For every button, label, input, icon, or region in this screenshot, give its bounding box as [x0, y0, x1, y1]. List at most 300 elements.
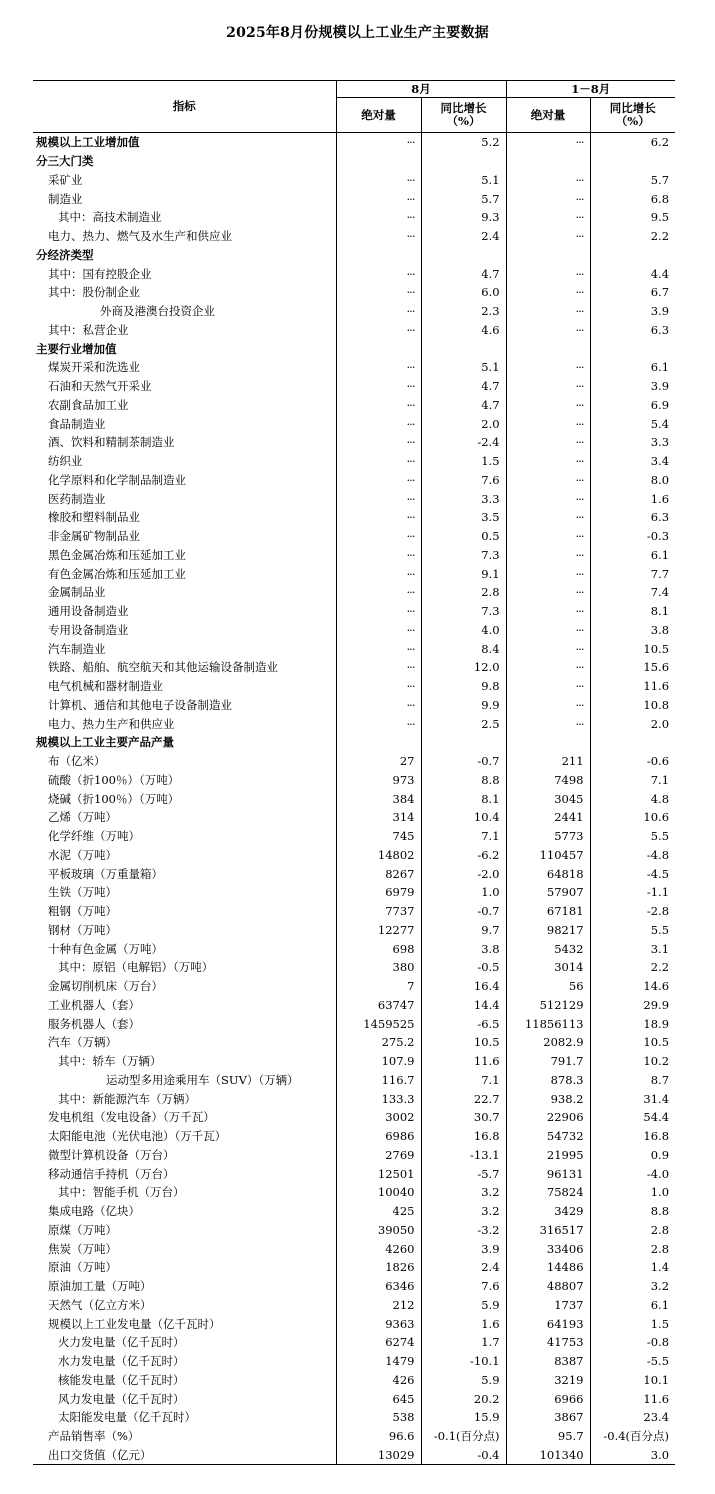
yoy-value-p1 — [421, 733, 506, 752]
abs-value-p1: ··· — [336, 189, 421, 208]
yoy-value-p1: 7.3 — [421, 546, 506, 565]
yoy-value-p1: 4.6 — [421, 321, 506, 340]
table-row — [33, 1052, 675, 1071]
yoy-value-p2: 15.6 — [590, 658, 675, 677]
yoy-value-p2: 0.9 — [590, 1146, 675, 1165]
abs-value-p2: 64818 — [506, 864, 590, 883]
table-row — [33, 1071, 675, 1090]
abs-value-p2: 57907 — [506, 883, 590, 902]
table-row — [33, 771, 675, 790]
abs-value-p2: ··· — [506, 471, 590, 490]
abs-value-p2: ··· — [506, 639, 590, 658]
yoy-value-p1: 1.5 — [421, 452, 506, 471]
abs-value-p1: ··· — [336, 639, 421, 658]
yoy-header-p2: 同比增长 （%） — [590, 98, 675, 133]
yoy-value-p2: 31.4 — [590, 1089, 675, 1108]
abs-value-p1: 107.9 — [336, 1052, 421, 1071]
abs-value-p1: ··· — [336, 583, 421, 602]
table-row — [33, 752, 675, 771]
table-row — [33, 1014, 675, 1033]
abs-value-p1: 6986 — [336, 1127, 421, 1146]
yoy-value-p2: 14.6 — [590, 977, 675, 996]
abs-value-p2: 878.3 — [506, 1071, 590, 1090]
row-indicator: 化学纤维（万吨） — [48, 829, 140, 844]
row-indicator: 工业机器人（套） — [48, 997, 140, 1012]
table-row — [33, 171, 675, 190]
abs-value-p1: 1479 — [336, 1352, 421, 1371]
table-row — [33, 1389, 675, 1408]
page-title: 2025年8月份规模以上工业生产主要数据 — [226, 25, 489, 41]
abs-value-p2: ··· — [506, 358, 590, 377]
abs-value-p1: ··· — [336, 564, 421, 583]
yoy-value-p1: 9.9 — [421, 696, 506, 715]
table-header — [33, 81, 675, 133]
yoy-value-p2: 6.2 — [590, 133, 675, 152]
row-indicator: 化学原料和化学制品制造业 — [48, 472, 186, 487]
yoy-value-p1: 9.1 — [421, 564, 506, 583]
yoy-value-p1: 0.5 — [421, 527, 506, 546]
row-indicator: 橡胶和塑料制品业 — [48, 510, 140, 525]
row-indicator: 集成电路（亿块） — [48, 1204, 140, 1219]
yoy-value-p1: 8.1 — [421, 789, 506, 808]
yoy-value-p2: 3.4 — [590, 452, 675, 471]
yoy-value-p2: 9.5 — [590, 208, 675, 227]
yoy-value-p2: 6.3 — [590, 508, 675, 527]
table-row — [33, 939, 675, 958]
abs-value-p2: ··· — [506, 133, 590, 152]
table-row — [33, 808, 675, 827]
table-row — [33, 433, 675, 452]
yoy-value-p1: 5.1 — [421, 358, 506, 377]
row-indicator: 电力、热力生产和供应业 — [48, 716, 175, 731]
abs-value-p1: ··· — [336, 133, 421, 152]
abs-value-p2: 95.7 — [506, 1427, 590, 1446]
abs-value-p2: 5773 — [506, 827, 590, 846]
yoy-value-p1: 8.4 — [421, 639, 506, 658]
table-row — [33, 621, 675, 640]
yoy-value-p2 — [590, 733, 675, 752]
yoy-value-p2: -4.8 — [590, 846, 675, 865]
yoy-value-p2: 11.6 — [590, 677, 675, 696]
row-indicator: 其中：国有控股企业 — [48, 266, 152, 281]
yoy-value-p2: 3.9 — [590, 377, 675, 396]
abs-value-p1: ··· — [336, 208, 421, 227]
abs-value-p1: 7737 — [336, 902, 421, 921]
abs-value-p2: 211 — [506, 752, 590, 771]
abs-value-p1: 314 — [336, 808, 421, 827]
abs-value-p2: ··· — [506, 396, 590, 415]
table-row — [33, 1183, 675, 1202]
yoy-value-p2: 2.0 — [590, 714, 675, 733]
table-row — [33, 489, 675, 508]
abs-value-p1: 1459525 — [336, 1014, 421, 1033]
abs-value-p2: 3045 — [506, 789, 590, 808]
row-indicator: 原油加工量（万吨） — [48, 1279, 152, 1294]
yoy-value-p1: 2.3 — [421, 302, 506, 321]
row-indicator: 服务机器人（套） — [48, 1016, 140, 1031]
yoy-value-p2: 8.8 — [590, 1202, 675, 1221]
abs-value-p1 — [336, 339, 421, 358]
table-row — [33, 977, 675, 996]
table-row — [33, 696, 675, 715]
abs-value-p1: 12277 — [336, 921, 421, 940]
yoy-value-p1: 4.7 — [421, 396, 506, 415]
indicator-header: 指标 — [33, 81, 336, 133]
abs-value-p1: 275.2 — [336, 1033, 421, 1052]
table-row — [33, 227, 675, 246]
yoy-value-p2: 3.8 — [590, 621, 675, 640]
yoy-value-p2: 4.8 — [590, 789, 675, 808]
abs-value-p2: 7498 — [506, 771, 590, 790]
abs-value-p1: 6274 — [336, 1333, 421, 1352]
abs-value-p1: ··· — [336, 714, 421, 733]
yoy-value-p1: 3.9 — [421, 1239, 506, 1258]
yoy-value-p2: 6.1 — [590, 358, 675, 377]
yoy-value-p1 — [421, 339, 506, 358]
yoy-value-p1: 8.8 — [421, 771, 506, 790]
table-row — [33, 377, 675, 396]
abs-value-p1: ··· — [336, 264, 421, 283]
table-row — [33, 639, 675, 658]
yoy-value-p2: 6.8 — [590, 189, 675, 208]
yoy-value-p1: 7.1 — [421, 827, 506, 846]
row-indicator: 其中：原铝（电解铝）（万吨） — [58, 960, 214, 975]
yoy-value-p1: 30.7 — [421, 1108, 506, 1127]
row-indicator: 金属切削机床（万台） — [48, 979, 163, 994]
table-row — [33, 602, 675, 621]
yoy-value-p1: 3.2 — [421, 1183, 506, 1202]
row-indicator: 太阳能电池（光伏电池）（万千瓦） — [48, 1129, 227, 1144]
yoy-value-p1: 6.0 — [421, 283, 506, 302]
row-indicator: 有色金属冶炼和压延加工业 — [48, 566, 186, 581]
abs-value-p1: ··· — [336, 508, 421, 527]
table-row — [33, 302, 675, 321]
yoy-value-p2: 2.2 — [590, 958, 675, 977]
yoy-value-p2: -0.6 — [590, 752, 675, 771]
abs-value-p2: 512129 — [506, 996, 590, 1015]
abs-value-p2: 8387 — [506, 1352, 590, 1371]
row-indicator: 生铁（万吨） — [48, 885, 117, 900]
row-indicator: 规模以上工业主要产品产量 — [36, 735, 174, 750]
abs-value-p1: 96.6 — [336, 1427, 421, 1446]
yoy-value-p1: 3.8 — [421, 939, 506, 958]
abs-value-p2: 56 — [506, 977, 590, 996]
yoy-value-p2: -1.1 — [590, 883, 675, 902]
yoy-value-p1: 10.4 — [421, 808, 506, 827]
abs-value-p1 — [336, 152, 421, 171]
period2-header: 1－8月 — [506, 81, 675, 98]
table-row — [33, 358, 675, 377]
row-indicator: 其中：私营企业 — [48, 322, 129, 337]
row-indicator: 布（亿米） — [48, 754, 106, 769]
abs-value-p2: ··· — [506, 602, 590, 621]
yoy-value-p2: 6.1 — [590, 1296, 675, 1315]
row-indicator: 分三大门类 — [36, 154, 94, 169]
yoy-value-p2: -2.8 — [590, 902, 675, 921]
abs-value-p2: 316517 — [506, 1221, 590, 1240]
row-indicator: 汽车（万辆） — [48, 1035, 117, 1050]
yoy-value-p1 — [421, 246, 506, 265]
yoy-value-p2: 6.7 — [590, 283, 675, 302]
row-indicator: 烧碱（折100％）（万吨） — [48, 791, 180, 806]
yoy-value-p2: 2.8 — [590, 1221, 675, 1240]
row-indicator: 石油和天然气开采业 — [48, 379, 152, 394]
yoy-value-p2: 29.9 — [590, 996, 675, 1015]
row-indicator: 通用设备制造业 — [48, 604, 129, 619]
row-indicator: 天然气（亿立方米） — [48, 1297, 152, 1312]
yoy-value-p2: 10.2 — [590, 1052, 675, 1071]
abs-value-p2: 3014 — [506, 958, 590, 977]
yoy-value-p1: -0.4 — [421, 1446, 506, 1465]
abs-value-p2: ··· — [506, 264, 590, 283]
yoy-value-p2: 4.4 — [590, 264, 675, 283]
abs-value-p2: ··· — [506, 714, 590, 733]
table-row — [33, 1146, 675, 1165]
yoy-value-p1: 2.0 — [421, 414, 506, 433]
table-row — [33, 471, 675, 490]
abs-value-p2: 1737 — [506, 1296, 590, 1315]
abs-value-p2: ··· — [506, 414, 590, 433]
abs-value-p2: ··· — [506, 321, 590, 340]
table-row — [33, 133, 675, 152]
yoy-value-p2 — [590, 339, 675, 358]
abs-value-p2: 54732 — [506, 1127, 590, 1146]
abs-value-p2: 67181 — [506, 902, 590, 921]
table-row — [33, 1089, 675, 1108]
table-row — [33, 677, 675, 696]
abs-value-p1: ··· — [336, 358, 421, 377]
abs-value-p1: 538 — [336, 1408, 421, 1427]
yoy-value-p1: 12.0 — [421, 658, 506, 677]
row-indicator: 十种有色金属（万吨） — [48, 941, 163, 956]
abs-value-p1: 212 — [336, 1296, 421, 1315]
yoy-value-p1: 7.1 — [421, 1071, 506, 1090]
row-indicator: 农副食品加工业 — [48, 397, 129, 412]
yoy-value-p1: -0.7 — [421, 752, 506, 771]
yoy-value-p2: 6.1 — [590, 546, 675, 565]
yoy-value-p1 — [421, 152, 506, 171]
abs-value-p2: ··· — [506, 508, 590, 527]
yoy-value-p1: -0.7 — [421, 902, 506, 921]
row-indicator: 硫酸（折100％）（万吨） — [48, 772, 180, 787]
yoy-value-p1: 5.7 — [421, 189, 506, 208]
yoy-value-p2: -5.5 — [590, 1352, 675, 1371]
row-indicator: 原油（万吨） — [48, 1260, 117, 1275]
abs-value-p1: 380 — [336, 958, 421, 977]
yoy-value-p2: 8.0 — [590, 471, 675, 490]
table-row — [33, 658, 675, 677]
table-row — [33, 827, 675, 846]
abs-value-p2: 5432 — [506, 939, 590, 958]
abs-value-p2: 11856113 — [506, 1014, 590, 1033]
yoy-value-p2: 54.4 — [590, 1108, 675, 1127]
row-indicator: 移动通信手持机（万台） — [48, 1166, 175, 1181]
yoy-value-p1: 16.8 — [421, 1127, 506, 1146]
table-row — [33, 1333, 675, 1352]
yoy-value-p1: -3.2 — [421, 1221, 506, 1240]
table-row — [33, 452, 675, 471]
abs-value-p2: 938.2 — [506, 1089, 590, 1108]
abs-value-p1: ··· — [336, 414, 421, 433]
yoy-value-p1: 5.9 — [421, 1371, 506, 1390]
abs-value-p1: ··· — [336, 527, 421, 546]
abs-value-p2: ··· — [506, 452, 590, 471]
yoy-value-p2 — [590, 152, 675, 171]
table-row — [33, 1352, 675, 1371]
row-indicator: 乙烯（万吨） — [48, 810, 117, 825]
table-row — [33, 546, 675, 565]
row-indicator: 电气机械和器材制造业 — [48, 679, 163, 694]
table-row — [33, 339, 675, 358]
yoy-value-p1: 7.3 — [421, 602, 506, 621]
abs-value-p2: 3429 — [506, 1202, 590, 1221]
abs-value-p2: 96131 — [506, 1164, 590, 1183]
table-row — [33, 996, 675, 1015]
abs-value-p1: 9363 — [336, 1314, 421, 1333]
yoy-value-p1: 2.8 — [421, 583, 506, 602]
yoy-value-p1: 5.1 — [421, 171, 506, 190]
table-row — [33, 1221, 675, 1240]
yoy-value-p1: 4.7 — [421, 377, 506, 396]
yoy-value-p1: 4.7 — [421, 264, 506, 283]
abs-value-p1 — [336, 246, 421, 265]
abs-value-p1: ··· — [336, 546, 421, 565]
yoy-value-p2: -0.8 — [590, 1333, 675, 1352]
abs-value-p1: 3002 — [336, 1108, 421, 1127]
abs-value-p2: 3219 — [506, 1371, 590, 1390]
yoy-value-p1: -0.1(百分点) — [421, 1427, 506, 1446]
abs-value-p1: 63747 — [336, 996, 421, 1015]
abs-value-p1: ··· — [336, 227, 421, 246]
abs-value-p1: 27 — [336, 752, 421, 771]
table-row — [33, 1033, 675, 1052]
abs-value-p2: ··· — [506, 377, 590, 396]
abs-value-p2: ··· — [506, 583, 590, 602]
abs-value-p2: 2082.9 — [506, 1033, 590, 1052]
abs-value-p2: ··· — [506, 527, 590, 546]
row-indicator: 太阳能发电量（亿千瓦时） — [58, 1410, 196, 1425]
row-indicator: 铁路、船舶、航空航天和其他运输设备制造业 — [48, 660, 278, 675]
row-indicator: 产品销售率（%） — [48, 1429, 140, 1444]
yoy-value-p1: 16.4 — [421, 977, 506, 996]
yoy-value-p1: 11.6 — [421, 1052, 506, 1071]
yoy-value-p1: 2.4 — [421, 227, 506, 246]
yoy-value-p1: 3.3 — [421, 489, 506, 508]
row-indicator: 风力发电量（亿千瓦时） — [58, 1391, 185, 1406]
row-indicator: 其中：智能手机（万台） — [58, 1185, 185, 1200]
abs-value-p2: 22906 — [506, 1108, 590, 1127]
abs-value-p1: ··· — [336, 489, 421, 508]
yoy-value-p1: 3.5 — [421, 508, 506, 527]
abs-value-p1: 6346 — [336, 1277, 421, 1296]
abs-value-p2 — [506, 152, 590, 171]
abs-value-p1: 14802 — [336, 846, 421, 865]
table-row — [33, 246, 675, 265]
yoy-value-p1: 9.8 — [421, 677, 506, 696]
row-indicator: 原煤（万吨） — [48, 1222, 117, 1237]
abs-value-p1: ··· — [336, 171, 421, 190]
yoy-value-p2: 8.1 — [590, 602, 675, 621]
abs-value-p1: 698 — [336, 939, 421, 958]
abs-value-p2: ··· — [506, 302, 590, 321]
yoy-value-p1: 3.2 — [421, 1202, 506, 1221]
abs-value-p2 — [506, 733, 590, 752]
yoy-value-p2: 1.4 — [590, 1258, 675, 1277]
yoy-value-p2: 10.5 — [590, 639, 675, 658]
table-row — [33, 583, 675, 602]
table-row — [33, 733, 675, 752]
row-indicator: 计算机、通信和其他电子设备制造业 — [48, 697, 232, 712]
table-row — [33, 189, 675, 208]
table-row — [33, 921, 675, 940]
row-indicator: 焦炭（万吨） — [48, 1241, 117, 1256]
abs-value-p1: ··· — [336, 677, 421, 696]
yoy-value-p2: 1.5 — [590, 1314, 675, 1333]
yoy-value-p1: 9.3 — [421, 208, 506, 227]
table-row — [33, 508, 675, 527]
table-row — [33, 152, 675, 171]
abs-value-p1: 4260 — [336, 1239, 421, 1258]
period1-header: 8月 — [336, 81, 506, 98]
yoy-value-p2: 10.1 — [590, 1371, 675, 1390]
table-row — [33, 1277, 675, 1296]
yoy-value-p1: 22.7 — [421, 1089, 506, 1108]
abs-value-p1: ··· — [336, 452, 421, 471]
yoy-value-p1: -5.7 — [421, 1164, 506, 1183]
table-row — [33, 1371, 675, 1390]
abs-value-p1: ··· — [336, 471, 421, 490]
abs-value-p2: 791.7 — [506, 1052, 590, 1071]
yoy-value-p1: 2.5 — [421, 714, 506, 733]
table-row — [33, 714, 675, 733]
table-row — [33, 1427, 675, 1446]
yoy-value-p2: 10.8 — [590, 696, 675, 715]
row-indicator: 平板玻璃（万重量箱） — [48, 866, 163, 881]
yoy-value-p1: -13.1 — [421, 1146, 506, 1165]
data-table — [33, 80, 675, 1465]
yoy-value-p1: 5.2 — [421, 133, 506, 152]
abs-value-p1: ··· — [336, 283, 421, 302]
abs-value-p1: 426 — [336, 1371, 421, 1390]
abs-value-p1: 645 — [336, 1389, 421, 1408]
abs-value-p1: 133.3 — [336, 1089, 421, 1108]
yoy-value-p2: 5.7 — [590, 171, 675, 190]
yoy-value-p2: 10.6 — [590, 808, 675, 827]
row-indicator: 金属制品业 — [48, 585, 106, 600]
abs-value-p1: 13029 — [336, 1446, 421, 1465]
abs-value-p1: ··· — [336, 396, 421, 415]
yoy-value-p2: 5.4 — [590, 414, 675, 433]
yoy-value-p2: 1.0 — [590, 1183, 675, 1202]
row-indicator: 其中：轿车（万辆） — [58, 1054, 162, 1069]
row-indicator: 规模以上工业增加值 — [36, 135, 140, 150]
row-indicator: 非金属矿物制品业 — [48, 529, 140, 544]
row-indicator: 规模以上工业发电量（亿千瓦时） — [48, 1316, 221, 1331]
abs-value-p2: ··· — [506, 189, 590, 208]
abs-value-p2: ··· — [506, 283, 590, 302]
abs-value-p2: 48807 — [506, 1277, 590, 1296]
row-indicator: 纺织业 — [48, 454, 83, 469]
row-indicator: 主要行业增加值 — [36, 341, 117, 356]
row-indicator: 火力发电量（亿千瓦时） — [58, 1335, 185, 1350]
abs-value-p1: 6979 — [336, 883, 421, 902]
abs-value-p1: 39050 — [336, 1221, 421, 1240]
abs-value-p2: ··· — [506, 208, 590, 227]
abs-value-p2: ··· — [506, 658, 590, 677]
abs-value-p1: 384 — [336, 789, 421, 808]
yoy-value-p2: 23.4 — [590, 1408, 675, 1427]
table-row — [33, 1314, 675, 1333]
